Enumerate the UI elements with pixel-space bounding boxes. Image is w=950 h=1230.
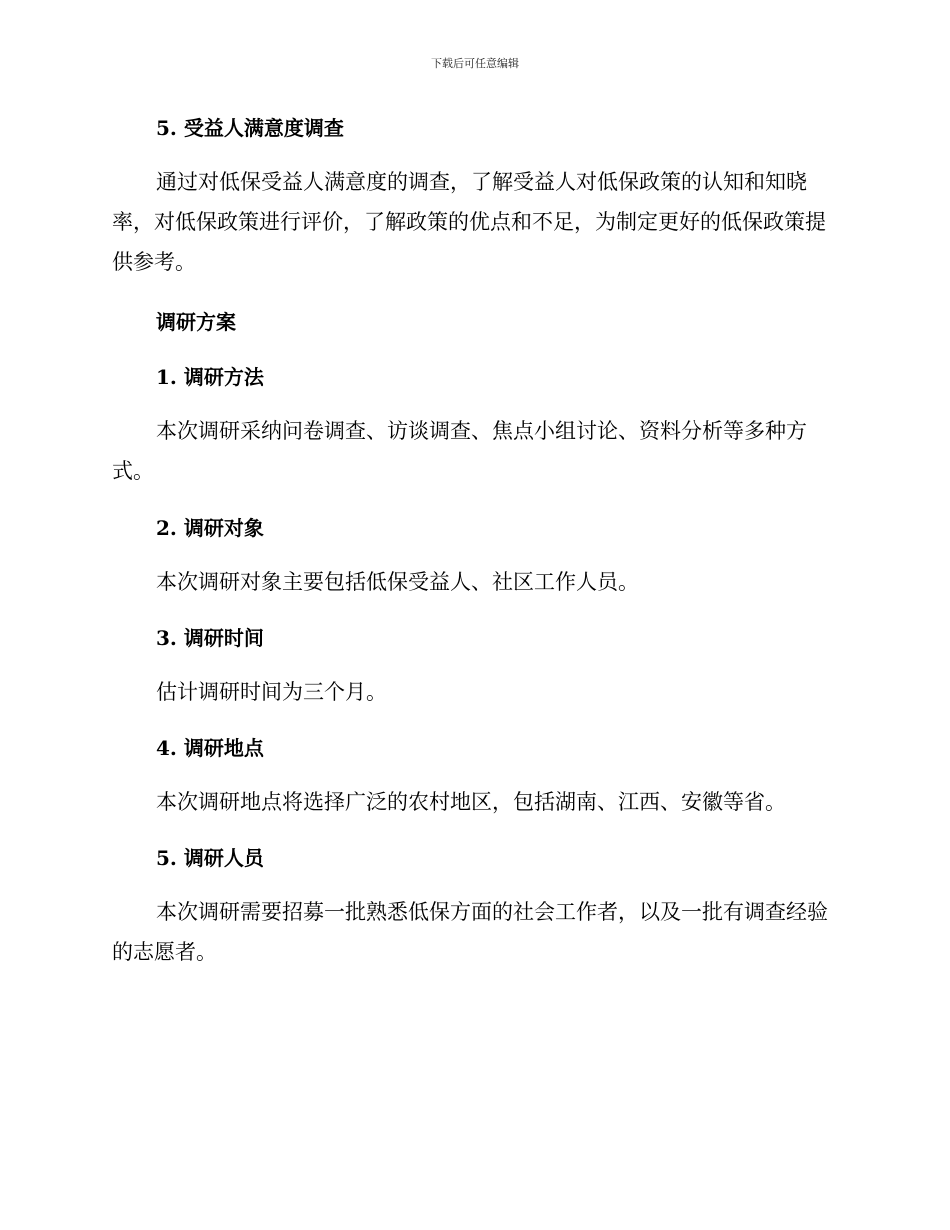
paragraph-staff: 本次调研需要招募一批熟悉低保方面的社会工作者，以及一批有调查经验的志愿者。: [112, 900, 828, 964]
paragraph-subjects: 本次调研对象主要包括低保受益人、社区工作人员。: [156, 570, 639, 594]
paragraph-location: 本次调研地点将选择广泛的农村地区，包括湖南、江西、安徽等省。: [156, 790, 786, 814]
page-header: 下载后可任意编辑: [431, 57, 519, 70]
section-heading-subjects: 2. 调研对象: [156, 516, 264, 540]
paragraph-method: 本次调研采纳问卷调查、访谈调查、焦点小组讨论、资料分析等多种方式。: [112, 419, 807, 483]
section-heading-staff: 5. 调研人员: [156, 846, 264, 870]
paragraph-satisfaction: 通过对低保受益人满意度的调查，了解受益人对低保政策的认知和知晓率，对低保政策进行评价，了解政策的优点和不足，为制定更好的低保政策提供参考。: [112, 170, 826, 274]
section-heading-time: 3. 调研时间: [156, 626, 264, 650]
section-heading-satisfaction: 5. 受益人满意度调查: [156, 116, 344, 140]
section-heading-plan: 调研方案: [156, 310, 236, 334]
paragraph-time: 估计调研时间为三个月。: [156, 680, 387, 704]
section-heading-method: 1. 调研方法: [156, 365, 264, 389]
section-heading-location: 4. 调研地点: [156, 736, 264, 760]
